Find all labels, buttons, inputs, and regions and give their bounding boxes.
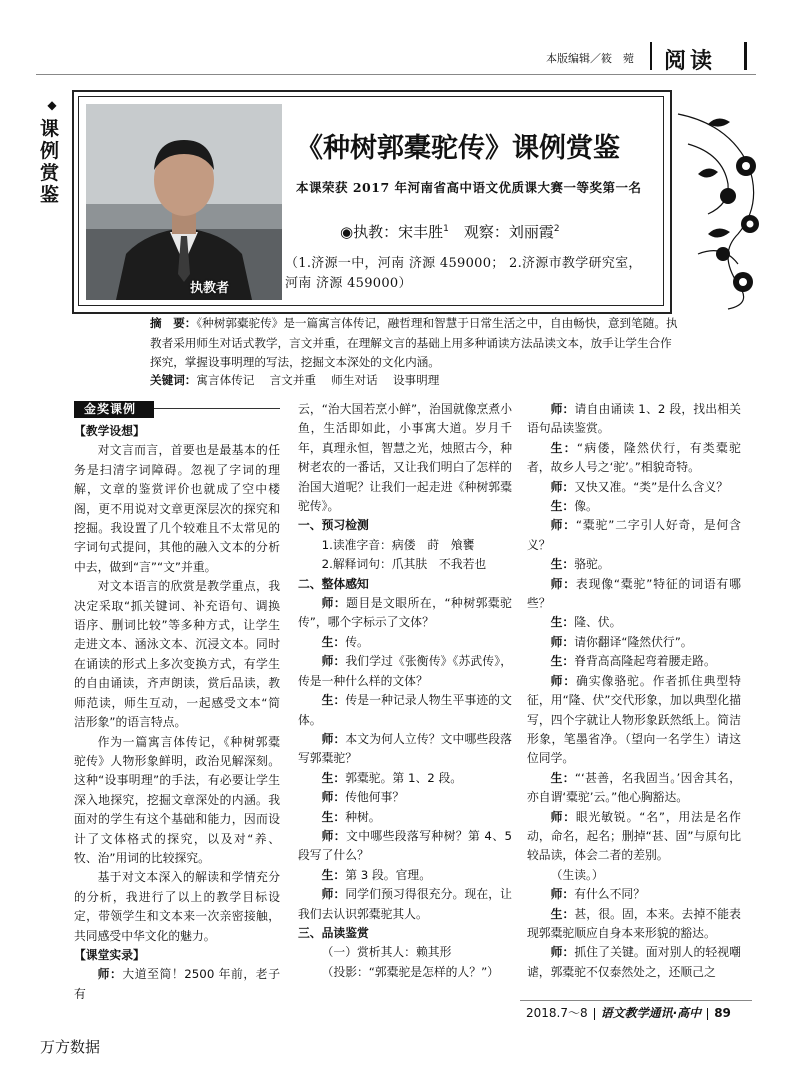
- body-paragraph: （一）赏析其人：赖其形: [321, 945, 452, 960]
- dialogue-line: [298, 788, 512, 807]
- page-number: 89: [714, 1006, 731, 1020]
- body-paragraph: 作为一篇寓言体传记，《种树郭橐驼传》人物形象鲜明，政治见解深刻。这种“设事明理”的手法，有必要让学生深入地探究，挖掘文章深处的内涵。我面对的学生有这个基础和能力，因而设计了文体格式的探究，以及对“养、牧、治”用词的比较探究。: [74, 734, 280, 865]
- dialogue-text: “橐驼”二字引人好奇，是何含义？: [527, 518, 741, 552]
- affiliation: （1.济源一中，河南 济源 459000； 2.济源市教学研究室，河南 济源 459000）: [285, 256, 642, 291]
- teacher-photo: [86, 104, 282, 300]
- dialogue-line: [527, 400, 741, 439]
- award-note: 本课荣获 2017 年河南省高中语文优质课大赛一等奖第一名: [296, 180, 642, 195]
- speaker-label: 师：: [550, 809, 576, 824]
- dialogue-line: [527, 575, 741, 614]
- dialogue-text: 我们学过《张衡传》《苏武传》，传是一种什么样的文体？: [298, 654, 512, 688]
- dialogue-text: 传他何事？: [345, 790, 405, 805]
- dialogue-line: [298, 633, 512, 652]
- body-paragraph: 对文言而言，首要也是最基本的任务是扫清字词障碍。忽视了字词的理解，文章的鉴赏评价也就成了空中楼阁，更不用说对文章更深层次的探究和挖掘。我设置了几个较难且不太常见的字词句式提问，其他的融入文本的分析中去，做到“言”“文”并重。: [74, 443, 280, 574]
- teacher-prefix: ◉执教: [340, 223, 384, 241]
- speaker-label: 生：: [321, 809, 346, 824]
- body-paragraph: 基于对文本深入的解读和学情充分的分析，我进行了以上的教学目标设定，带领学生和文本来一次亲密接触，共同感受中华文化的魅力。: [74, 870, 280, 943]
- staff-line: ◉执教：宋丰胜$^1$ 观察：刘丽霞$^2$: [340, 223, 560, 241]
- footer-divider: [707, 1008, 708, 1020]
- dialogue-line: [527, 478, 741, 497]
- keywords: [150, 371, 680, 390]
- section-heading: 一、预习检测: [298, 518, 369, 533]
- dialogue-line: [298, 885, 512, 924]
- section-heading: 【课堂实录】: [74, 947, 145, 962]
- speaker-label: 生：: [321, 770, 346, 785]
- dialogue-text: 文中哪些段落写种树？第 4、5 段写了什么？: [298, 828, 512, 863]
- abstract-text: 《种树郭橐驼传》是一篇寓言体传记，融哲理和智慧于日常生活之中，自由畅快，意到笔随。执教者采用师生对话式教学，言文并重，在理解文言的基础上用多种诵读方法品读文本，放手让学生合作探究，掌握设事明理的写法，挖掘文本深处的文化内涵。: [150, 316, 678, 370]
- body-paragraph: 1.读准字音：病偻 莳 飧饔: [321, 537, 475, 552]
- speaker-label: 生：: [550, 654, 575, 669]
- dialogue-text: 隆、伏。: [574, 615, 622, 630]
- photo-caption: 执教者: [190, 281, 230, 296]
- dialogue-line: [527, 497, 741, 516]
- section-heading: 二、整体感知: [298, 576, 369, 591]
- footer-journal: 语文教学通讯·高中: [600, 1006, 702, 1020]
- dialogue-line: [298, 691, 512, 730]
- dialogue-text: 请自由诵读 1、2 段，找出相关语句品读鉴赏。: [527, 402, 741, 436]
- speaker-label: 师：: [97, 967, 123, 982]
- dialogue-line: [298, 827, 512, 866]
- body-column-1: [74, 400, 280, 1004]
- abstract: [150, 314, 680, 373]
- speaker-label: 师：: [321, 790, 346, 805]
- dialogue-line: [527, 672, 741, 769]
- section-heading: 【教学设想】: [74, 424, 145, 438]
- dialogue-text: “病偻，隆然伏行，有类橐驼者，故乡人号之‘驼’。”相貌奇特。: [527, 440, 741, 475]
- dialogue-line: [527, 808, 741, 866]
- dialogue-text: 本文为何人立传？文中哪些段落写郭橐驼？: [298, 731, 512, 766]
- dialogue-line: [298, 769, 512, 788]
- footer-rule: [520, 1000, 752, 1001]
- dialogue-text: 又快又准。“类”是什么含义？: [574, 479, 728, 494]
- dialogue-text: 甚，很。固，本来。去掉不能表现郭橐驼顺应自身本来形貌的豁达。: [527, 906, 741, 940]
- dialogue-text: 传是一种记录人物生平事迹的文体。: [298, 693, 512, 727]
- dialogue-line: [527, 769, 741, 808]
- dialogue-line: [527, 905, 741, 944]
- speaker-label: 生：: [321, 693, 346, 708]
- keywords-text: 寓言体传记 言文并重 师生对话 设事明理: [196, 373, 440, 387]
- watermark: 万方数据: [40, 1038, 101, 1056]
- column-1-content: [74, 422, 280, 1004]
- dialogue-text: 同学们预习得很充分。现在，让我们去认识郭橐驼其人。: [298, 887, 512, 921]
- floral-ornament-icon: [668, 104, 768, 314]
- speaker-label: 师：: [321, 596, 347, 611]
- footer-issue: 2018.7～8: [526, 1006, 588, 1020]
- speaker-label: 生：: [550, 906, 575, 921]
- body-paragraph: 云，“治大国若烹小鲜”，治国就像烹煮小鱼，生活即如此，小事寓大道。岁月千年，真理永恒，智慧之光，烛照古今，种树老农的一番话，又让我们明白了怎样的治国大道呢？让我们一起走进《种树郭橐驼传》。: [298, 402, 512, 514]
- dialogue-text: 大道至简！2500 年前，老子有: [74, 967, 280, 1001]
- observer-prefix: 观察: [463, 223, 494, 241]
- body-paragraph: （生读。）: [550, 867, 604, 882]
- speaker-label: 生：: [321, 867, 346, 882]
- section-heading: 三、品读鉴赏: [298, 925, 369, 940]
- dialogue-text: 确实像骆驼。作者抓住典型特征，用“隆、伏”交代形象，加以典型化描写，四个字就让人物形象跃然纸上。简洁形象，笔墨省净。（望向一名学生）请这位同学。: [527, 673, 741, 766]
- dialogue-text: 骆驼。: [574, 557, 610, 572]
- dialogue-text: 表现像“橐驼”特征的词语有哪些？: [527, 576, 741, 611]
- speaker-label: 生：: [550, 615, 575, 630]
- article-title: 《种树郭橐驼传》课例赏鉴: [296, 133, 620, 164]
- diamond-icon: ◆: [47, 98, 57, 112]
- abstract-label: 摘 要：: [150, 316, 197, 330]
- dialogue-text: 抓住了关键。面对别人的轻视嘲谑，郭橐驼不仅泰然处之，还顺己之: [527, 945, 741, 979]
- speaker-label: 师：: [550, 634, 575, 649]
- dialogue-line: [298, 730, 512, 769]
- speaker-label: 师：: [550, 576, 576, 591]
- dialogue-text: 题目是文眼所在，“种树郭橐驼传”，哪个字标示了文体？: [298, 596, 512, 630]
- footer-divider: [594, 1008, 595, 1020]
- teacher-affil-mark: 1: [443, 224, 449, 234]
- section-banner: 金奖课例: [74, 401, 154, 418]
- speaker-label: 师：: [550, 402, 575, 416]
- speaker-label: 师：: [550, 945, 575, 960]
- speaker-label: 师：: [321, 654, 346, 669]
- speaker-label: 生：: [550, 770, 575, 785]
- dialogue-text: 郭橐驼。第 1、2 段。: [345, 770, 463, 785]
- dialogue-text: 像。: [574, 499, 598, 514]
- dialogue-text: 第 3 段。官理。: [345, 867, 431, 882]
- body-paragraph: 2.解释词句：爪其肤 不我若也: [321, 557, 487, 572]
- keywords-label: 关键词：: [150, 373, 197, 387]
- speaker-label: 生：: [550, 557, 575, 572]
- speaker-label: 师：: [321, 731, 346, 746]
- speaker-label: 师：: [321, 828, 346, 843]
- header-rule: [36, 74, 756, 75]
- dialogue-line: [298, 652, 512, 691]
- column-label: [40, 94, 64, 206]
- dialogue-line: [298, 808, 512, 827]
- teacher-name: 宋丰胜: [398, 223, 444, 241]
- header-editor: 本版编辑／筱 菀: [546, 52, 634, 65]
- dialogue-text: 有什么不同？: [574, 887, 645, 902]
- dialogue-line: [298, 866, 512, 885]
- observer-affil-mark: 2: [553, 224, 560, 234]
- speaker-label: 师：: [550, 673, 577, 688]
- dialogue-line: [74, 965, 280, 1004]
- column-label-text: 课例赏鉴: [40, 118, 60, 206]
- footer: [526, 1004, 731, 1021]
- header-section-title: 阅读: [664, 49, 717, 74]
- dialogue-line: [527, 613, 741, 632]
- speaker-label: 师：: [550, 518, 576, 533]
- dialogue-text: 种树。: [345, 809, 381, 824]
- dialogue-line: [527, 652, 741, 671]
- speaker-label: 师：: [550, 479, 575, 494]
- header-divider-right: [744, 42, 747, 70]
- dialogue-line: [298, 594, 512, 633]
- body-paragraph: 对文本语言的欣赏是教学重点，我决定采取“抓关键词、补充语句、调换语序、删词比较”等多种方式，让学生走进文本、涵泳文本、沉浸文本。同时在诵读的形式上多次变换方式，有学生的自由诵读，齐声朗读，赏后品读，教师范读，师生互动，一起感受文本“简洁形象”的语言特点。: [74, 579, 280, 730]
- dialogue-line: [527, 633, 741, 652]
- speaker-label: 师：: [550, 887, 575, 902]
- speaker-label: 生：: [550, 499, 575, 514]
- dialogue-text: 请你翻译“隆然伏行”。: [574, 634, 693, 649]
- observer-name: 刘丽霞: [508, 223, 554, 241]
- teacher-portrait-image: [86, 104, 282, 300]
- speaker-label: 生：: [321, 634, 346, 649]
- dialogue-line: [527, 885, 741, 904]
- body-column-3: [527, 400, 741, 982]
- dialogue-text: 脊背高高隆起弯着腰走路。: [574, 654, 716, 669]
- body-column-2: [298, 400, 512, 982]
- header-divider: [650, 42, 652, 70]
- dialogue-line: [527, 516, 741, 555]
- dialogue-text: 传。: [345, 634, 369, 649]
- body-paragraph: （投影：“郭橐驼是怎样的人？”）: [321, 964, 499, 979]
- speaker-label: 师：: [321, 887, 346, 902]
- speaker-label: 生：: [550, 440, 577, 455]
- dialogue-line: [527, 555, 741, 574]
- dialogue-line: [527, 943, 741, 982]
- dialogue-text: 眼光敏锐。“名”，用法是名作动，命名，起名；删掉“甚、固”与原句比较品读，体会二者的差别。: [527, 809, 741, 863]
- dialogue-line: [527, 439, 741, 478]
- dialogue-text: “‘甚善，名我固当。’因舍其名，亦自谓‘橐驼’云。”他心胸豁达。: [527, 770, 741, 805]
